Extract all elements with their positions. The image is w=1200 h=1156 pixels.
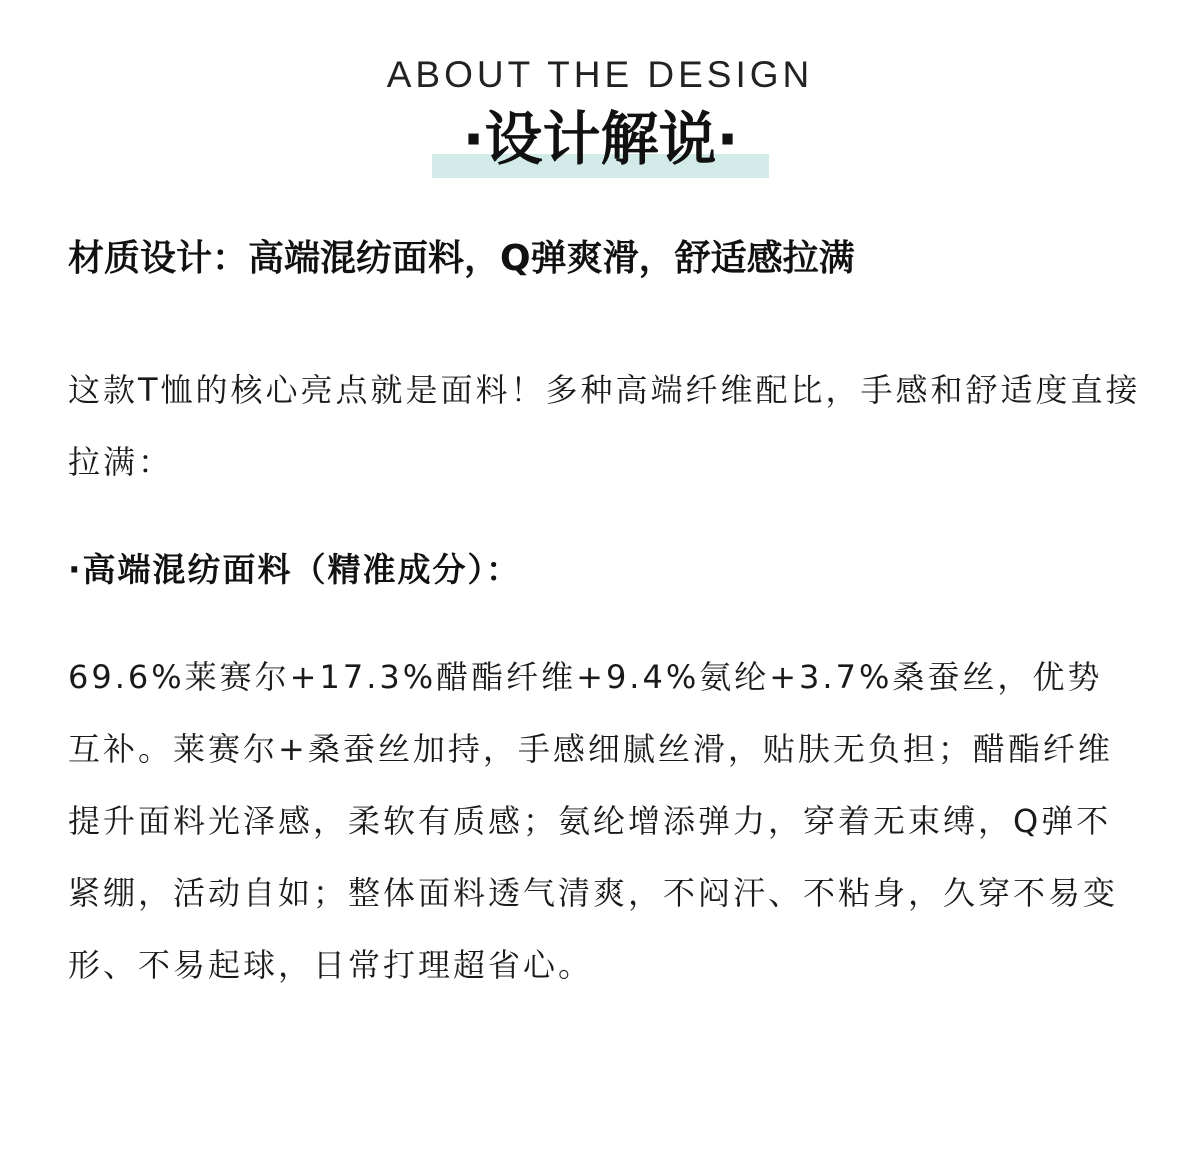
eyebrow-text: ABOUT THE DESIGN xyxy=(386,54,814,95)
intro-paragraph: 这款T恤的核心亮点就是面料！多种高端纤维配比，手感和舒适度直接拉满： xyxy=(68,371,1141,481)
body-paragraph: 69.6%莱赛尔+17.3%醋酯纤维+9.4%氨纶+3.7%桑蚕丝，优势互补。莱赛尔+桑蚕丝加持，手感细腻丝滑，贴肤无负担；醋酯纤维提升面料光泽感，柔软有质感；氨纶增添弹力，穿着无束缚，Q弹不紧绷，活动自如；整体面料透气清爽，不闷汗、不粘身，久穿不易变形、不易起球，日常打理超省心。 xyxy=(68,658,1119,984)
sub-heading: ·高端混纺面料（精准成分）： xyxy=(68,550,522,589)
title-block xyxy=(432,104,769,178)
page-title: ·设计解说· xyxy=(462,105,739,173)
section-heading: 材质设计：高端混纺面料，Q弹爽滑，舒适感拉满 xyxy=(68,238,855,279)
